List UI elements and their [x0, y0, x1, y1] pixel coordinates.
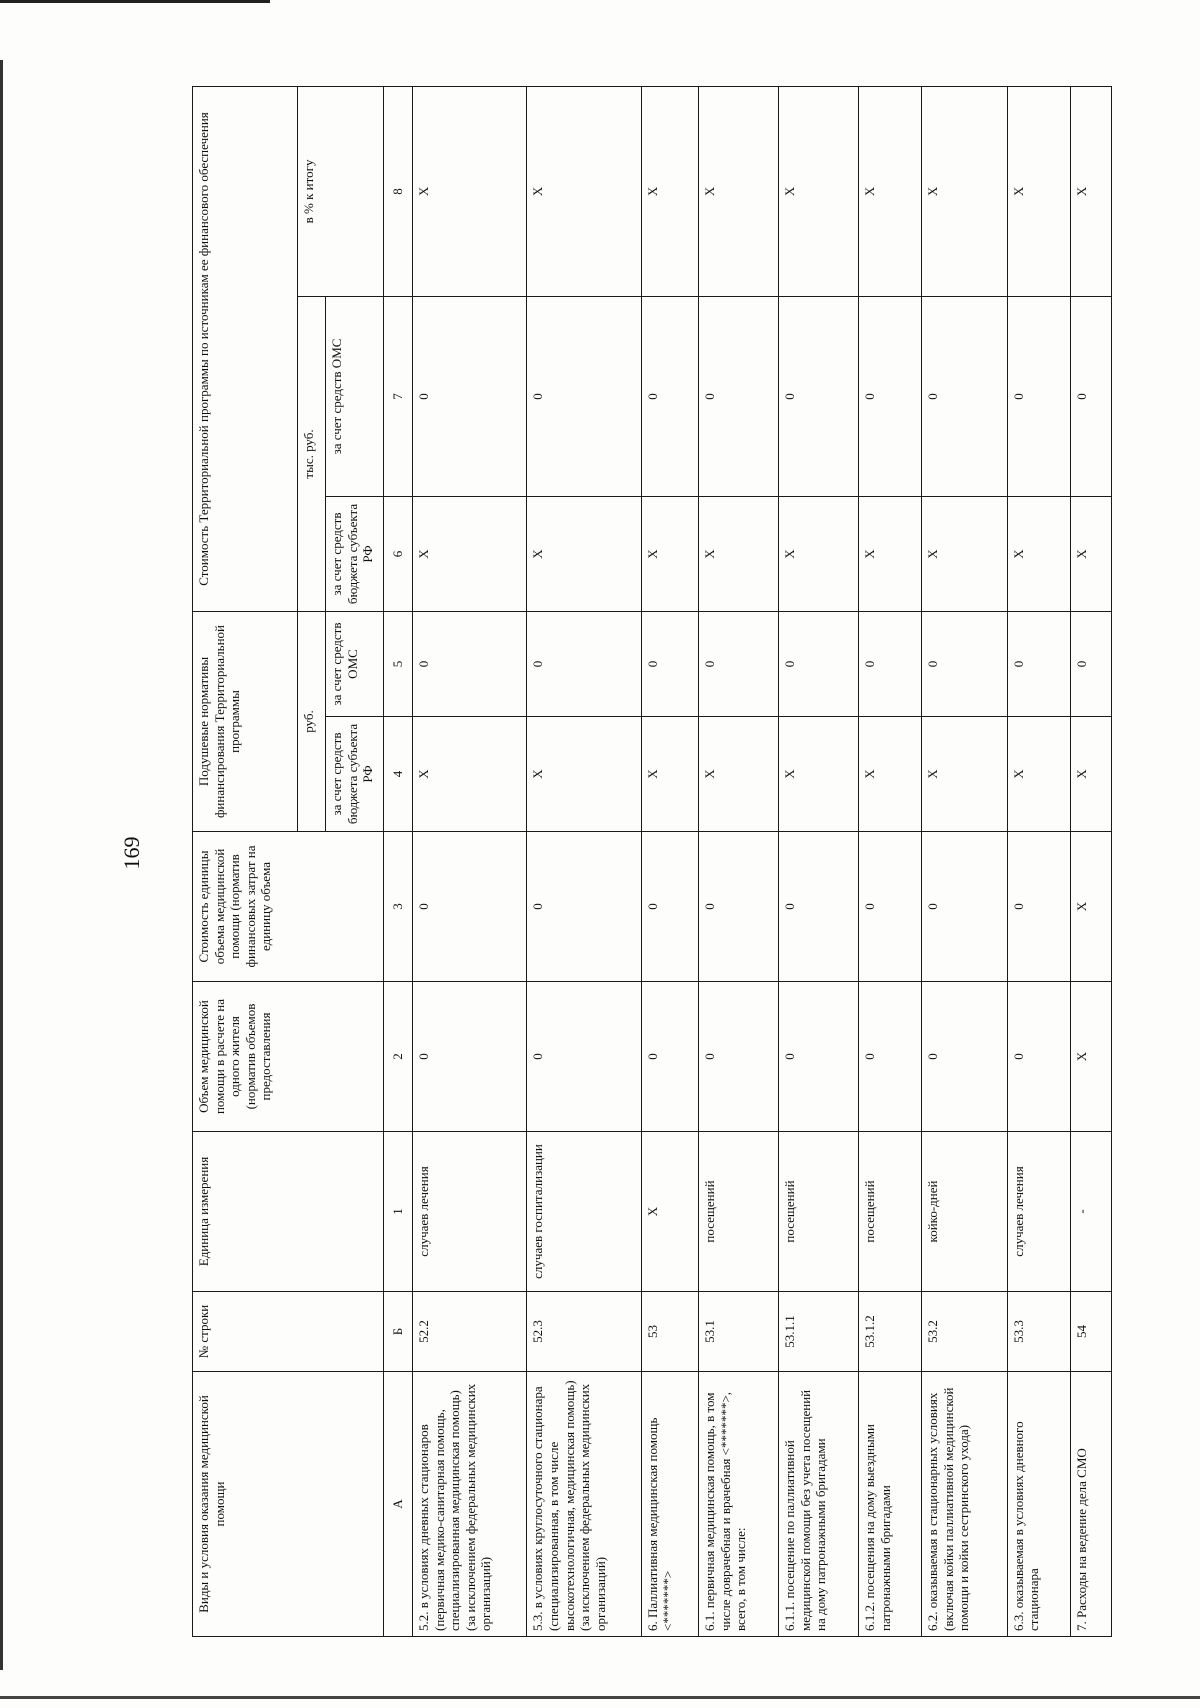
row-oms-rub: 0	[1007, 611, 1070, 716]
row-name: 5.2. в условиях дневных стационаров (первичная медико-санитарная помощь, специализированная медицинская помощь) (за исключением федеральных медицинских организаций)	[413, 1372, 527, 1637]
row-line: 52.2	[413, 1292, 527, 1372]
colnum-7: 7	[384, 296, 413, 496]
colnum-a: А	[384, 1372, 413, 1637]
table-row	[527, 86, 641, 1636]
table-row	[1007, 86, 1070, 1636]
row-budget-cost: X	[413, 496, 527, 611]
row-oms-rub: 0	[1070, 611, 1111, 716]
row-oms-cost: 0	[527, 296, 641, 496]
row-unit: случаев лечения	[413, 1132, 527, 1292]
row-budget-rub: X	[859, 717, 922, 832]
row-line: 53.1.1	[779, 1292, 859, 1372]
row-unit: посещений	[698, 1132, 778, 1292]
header-program-cost: Стоимость Территориальной программы по источникам ее финансового обеспечения	[193, 86, 298, 611]
header-unit: Единица измерения	[193, 1132, 384, 1292]
row-oms-rub: 0	[413, 611, 527, 716]
row-unit: случаев лечения	[1007, 1132, 1070, 1292]
row-budget-rub: X	[698, 717, 778, 832]
row-name: 6.1. первичная медицинская помощь, в том числе доврачебная и врачебная <*******>, всего, в том числе:	[698, 1372, 778, 1637]
table-row	[641, 86, 698, 1636]
page-number: 169	[119, 836, 144, 870]
colnum-b: Б	[384, 1292, 413, 1372]
row-unit-cost: 0	[779, 832, 859, 982]
row-budget-cost: X	[922, 496, 1008, 611]
row-oms-rub: 0	[779, 611, 859, 716]
row-budget-cost: X	[859, 496, 922, 611]
row-line: 53	[641, 1292, 698, 1372]
row-volume: 0	[698, 982, 778, 1132]
row-percent: X	[1007, 86, 1070, 296]
row-oms-rub: 0	[641, 611, 698, 716]
row-budget-rub: X	[527, 717, 641, 832]
table-row	[779, 86, 859, 1636]
row-line: 53.1	[698, 1292, 778, 1372]
row-name: 5.3. в условиях круглосуточного стационара (специализированная, в том числе высокотехнологичная, медицинская помощь) (за исключением федеральных медицинских организаций)	[527, 1372, 641, 1637]
row-budget-rub: X	[779, 717, 859, 832]
row-budget-rub: X	[1070, 717, 1111, 832]
row-volume: 0	[641, 982, 698, 1132]
row-unit: койко-дней	[922, 1132, 1008, 1292]
row-unit-cost: 0	[922, 832, 1008, 982]
header-types: Виды и условия оказания медицинской помощи	[193, 1372, 384, 1637]
colnum-1: 1	[384, 1132, 413, 1292]
header-unit-cost: Стоимость единицы объема медицинской помощи (норматив финансовых затрат на единицу объема	[193, 832, 384, 982]
row-unit-cost: 0	[413, 832, 527, 982]
header-percent: в % к итогу	[298, 86, 384, 296]
colnum-2: 2	[384, 982, 413, 1132]
row-budget-cost: X	[1070, 496, 1111, 611]
row-name: 7. Расходы на ведение дела СМО	[1070, 1372, 1111, 1637]
row-oms-cost: 0	[779, 296, 859, 496]
row-budget-rub: X	[1007, 717, 1070, 832]
colnum-5: 5	[384, 611, 413, 716]
row-unit-cost: 0	[859, 832, 922, 982]
scan-edge-left	[0, 60, 3, 1670]
row-budget-rub: X	[413, 717, 527, 832]
row-oms-rub: 0	[859, 611, 922, 716]
header-oms-rub: за счет средств ОМС	[326, 611, 384, 716]
row-name: 6.2. оказываемая в стационарных условиях (включая койки паллиативной медицинской помощи и койки сестринского ухода)	[922, 1372, 1008, 1637]
row-percent: X	[413, 86, 527, 296]
row-percent: X	[527, 86, 641, 296]
row-percent: X	[1070, 86, 1111, 296]
colnum-6: 6	[384, 496, 413, 611]
row-unit-cost: X	[1070, 832, 1111, 982]
row-line: 53.2	[922, 1292, 1008, 1372]
row-percent: X	[779, 86, 859, 296]
row-unit: X	[641, 1132, 698, 1292]
row-oms-cost: 0	[1070, 296, 1111, 496]
row-volume: 0	[859, 982, 922, 1132]
row-line: 54	[1070, 1292, 1111, 1372]
row-volume: 0	[922, 982, 1008, 1132]
row-line: 52.3	[527, 1292, 641, 1372]
row-oms-cost: 0	[413, 296, 527, 496]
row-budget-cost: X	[1007, 496, 1070, 611]
row-budget-rub: X	[922, 717, 1008, 832]
row-percent: X	[922, 86, 1008, 296]
header-per-capita: Подушевые нормативы финансирования Территориальной программы	[193, 611, 298, 831]
scan-edge-bottom	[0, 1696, 1200, 1699]
colnum-3: 3	[384, 832, 413, 982]
row-unit-cost: 0	[527, 832, 641, 982]
header-budget-cost: за счет средств бюджета субъекта РФ	[326, 496, 384, 611]
scan-edge-top	[0, 0, 270, 3]
header-thous-rub: тыс. руб.	[298, 296, 326, 611]
rotated-table-container	[192, 87, 1112, 1637]
row-volume: 0	[527, 982, 641, 1132]
row-unit: посещений	[779, 1132, 859, 1292]
row-budget-cost: X	[527, 496, 641, 611]
row-budget-rub: X	[641, 717, 698, 832]
row-volume: X	[1070, 982, 1111, 1132]
row-unit-cost: 0	[698, 832, 778, 982]
row-unit: -	[1070, 1132, 1111, 1292]
header-volume: Объем медицинской помощи в расчете на одного жителя (норматив объемов предоставления	[193, 982, 384, 1132]
row-oms-rub: 0	[527, 611, 641, 716]
table-row	[922, 86, 1008, 1636]
row-oms-rub: 0	[922, 611, 1008, 716]
row-budget-cost: X	[779, 496, 859, 611]
header-line-number: № строки	[193, 1292, 384, 1372]
row-oms-rub: 0	[698, 611, 778, 716]
row-oms-cost: 0	[641, 296, 698, 496]
row-percent: X	[641, 86, 698, 296]
table-row	[413, 86, 527, 1636]
header-rub: руб.	[298, 611, 326, 831]
colnum-8: 8	[384, 86, 413, 296]
table-row	[698, 86, 778, 1636]
column-numbering-row	[384, 86, 413, 1636]
row-percent: X	[698, 86, 778, 296]
row-oms-cost: 0	[859, 296, 922, 496]
row-oms-cost: 0	[698, 296, 778, 496]
row-volume: 0	[413, 982, 527, 1132]
financing-table	[192, 86, 1112, 1637]
row-percent: X	[859, 86, 922, 296]
row-oms-cost: 0	[922, 296, 1008, 496]
row-volume: 0	[779, 982, 859, 1132]
row-name: 6.1.2. посещения на дому выездными патронажными бригадами	[859, 1372, 922, 1637]
row-unit-cost: 0	[641, 832, 698, 982]
row-budget-cost: X	[641, 496, 698, 611]
row-unit: посещений	[859, 1132, 922, 1292]
row-volume: 0	[1007, 982, 1070, 1132]
header-budget-rub: за счет средств бюджета субъекта РФ	[326, 717, 384, 832]
row-line: 53.3	[1007, 1292, 1070, 1372]
row-line: 53.1.2	[859, 1292, 922, 1372]
table-row	[1070, 86, 1111, 1636]
row-unit: случаев госпитализации	[527, 1132, 641, 1292]
row-name: 6. Паллиативная медицинская помощь <*******>	[641, 1372, 698, 1637]
colnum-4: 4	[384, 717, 413, 832]
header-oms-cost: за счет средств ОМС	[326, 296, 384, 496]
row-budget-cost: X	[698, 496, 778, 611]
row-oms-cost: 0	[1007, 296, 1070, 496]
row-name: 6.1.1. посещение по паллиативной медицинской помощи без учета посещений на дому патронажными бригадами	[779, 1372, 859, 1637]
row-name: 6.3. оказываемая в условиях дневного стационара	[1007, 1372, 1070, 1637]
table-row	[859, 86, 922, 1636]
row-unit-cost: 0	[1007, 832, 1070, 982]
